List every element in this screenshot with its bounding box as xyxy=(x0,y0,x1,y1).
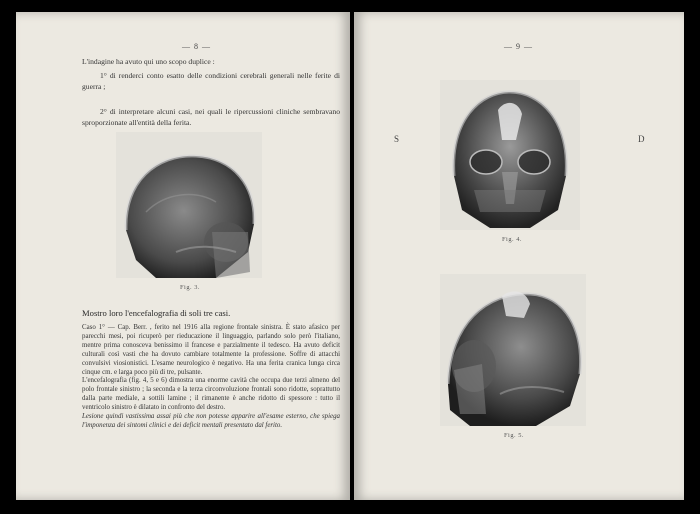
case-1-paragraph-2: L'encefalografia (fig. 4, 5 e 6) dimostra una enorme cavità che occupa due terzi almeno del polo frontale sinistro ; la seconda e la terza circonvoluzione frontali sono ridotte, soprattutto dalla parte mediale, a sottili lamine ; il rimanente è anche ridotto di spessore : tutto il ventricolo sinistro è dilatato in confronto del destro. xyxy=(82,377,340,412)
case-1-paragraph-3: Lesione quindi vastissima assai più che non potesse apparire all'esame esterno, che spiega l'imponenza dei sintomi clinici e dei deficit mentali presentato dal ferito. xyxy=(82,413,340,429)
xray-figure-4-frontal xyxy=(440,80,580,230)
right-page xyxy=(354,12,684,500)
xray-figure-3-lateral xyxy=(116,132,262,278)
case-1-paragraph-1: Caso 1° — Cap. Berr. , ferito nel 1916 alla regione frontale sinistra. È stato afasico per parecchi mesi, poi ricuperò per rieducazione il linguaggio, parlando solo però l'italiano, mentre prima conosceva benissimo il francese e parzialmente il tedesco. Ha avuto deficit culturali così vasti che ha dovuto cambiare totalmente la professione. Soffre di attacchi convulsivi viosionistici. L'esame neurologico è negativo. Ha una ferita cranica lunga circa cinque cm. e larga poco più di tre, pulsante. xyxy=(82,324,340,376)
xray-figure-5-lateral xyxy=(440,274,586,426)
figure-4-caption: Fig. 4. xyxy=(502,236,523,243)
page-number-left: — 8 — xyxy=(182,42,211,51)
side-label-s: S xyxy=(394,134,400,144)
encephalography-intro: Mostro loro l'encefalografia di soli tre casi. xyxy=(82,308,231,318)
figure-3-caption: Fig. 3. xyxy=(180,284,201,291)
case-description xyxy=(82,324,340,431)
side-label-d: D xyxy=(638,134,645,144)
intro-paragraph: L'indagine ha avuto qui uno scopo duplice : xyxy=(82,57,215,66)
page-number-right: — 9 — xyxy=(504,42,533,51)
purpose-item-1: 1° di renderci conto esatto delle condizioni cerebrali generali nelle ferite di guerra ; xyxy=(82,71,340,91)
purpose-item-2: 2° di interpretare alcuni casi, nei quali le ripercussioni cliniche sembravano sproporzionate all'entità della ferita. xyxy=(82,107,340,127)
figure-5-caption: Fig. 5. xyxy=(504,432,525,439)
left-page xyxy=(16,12,350,500)
